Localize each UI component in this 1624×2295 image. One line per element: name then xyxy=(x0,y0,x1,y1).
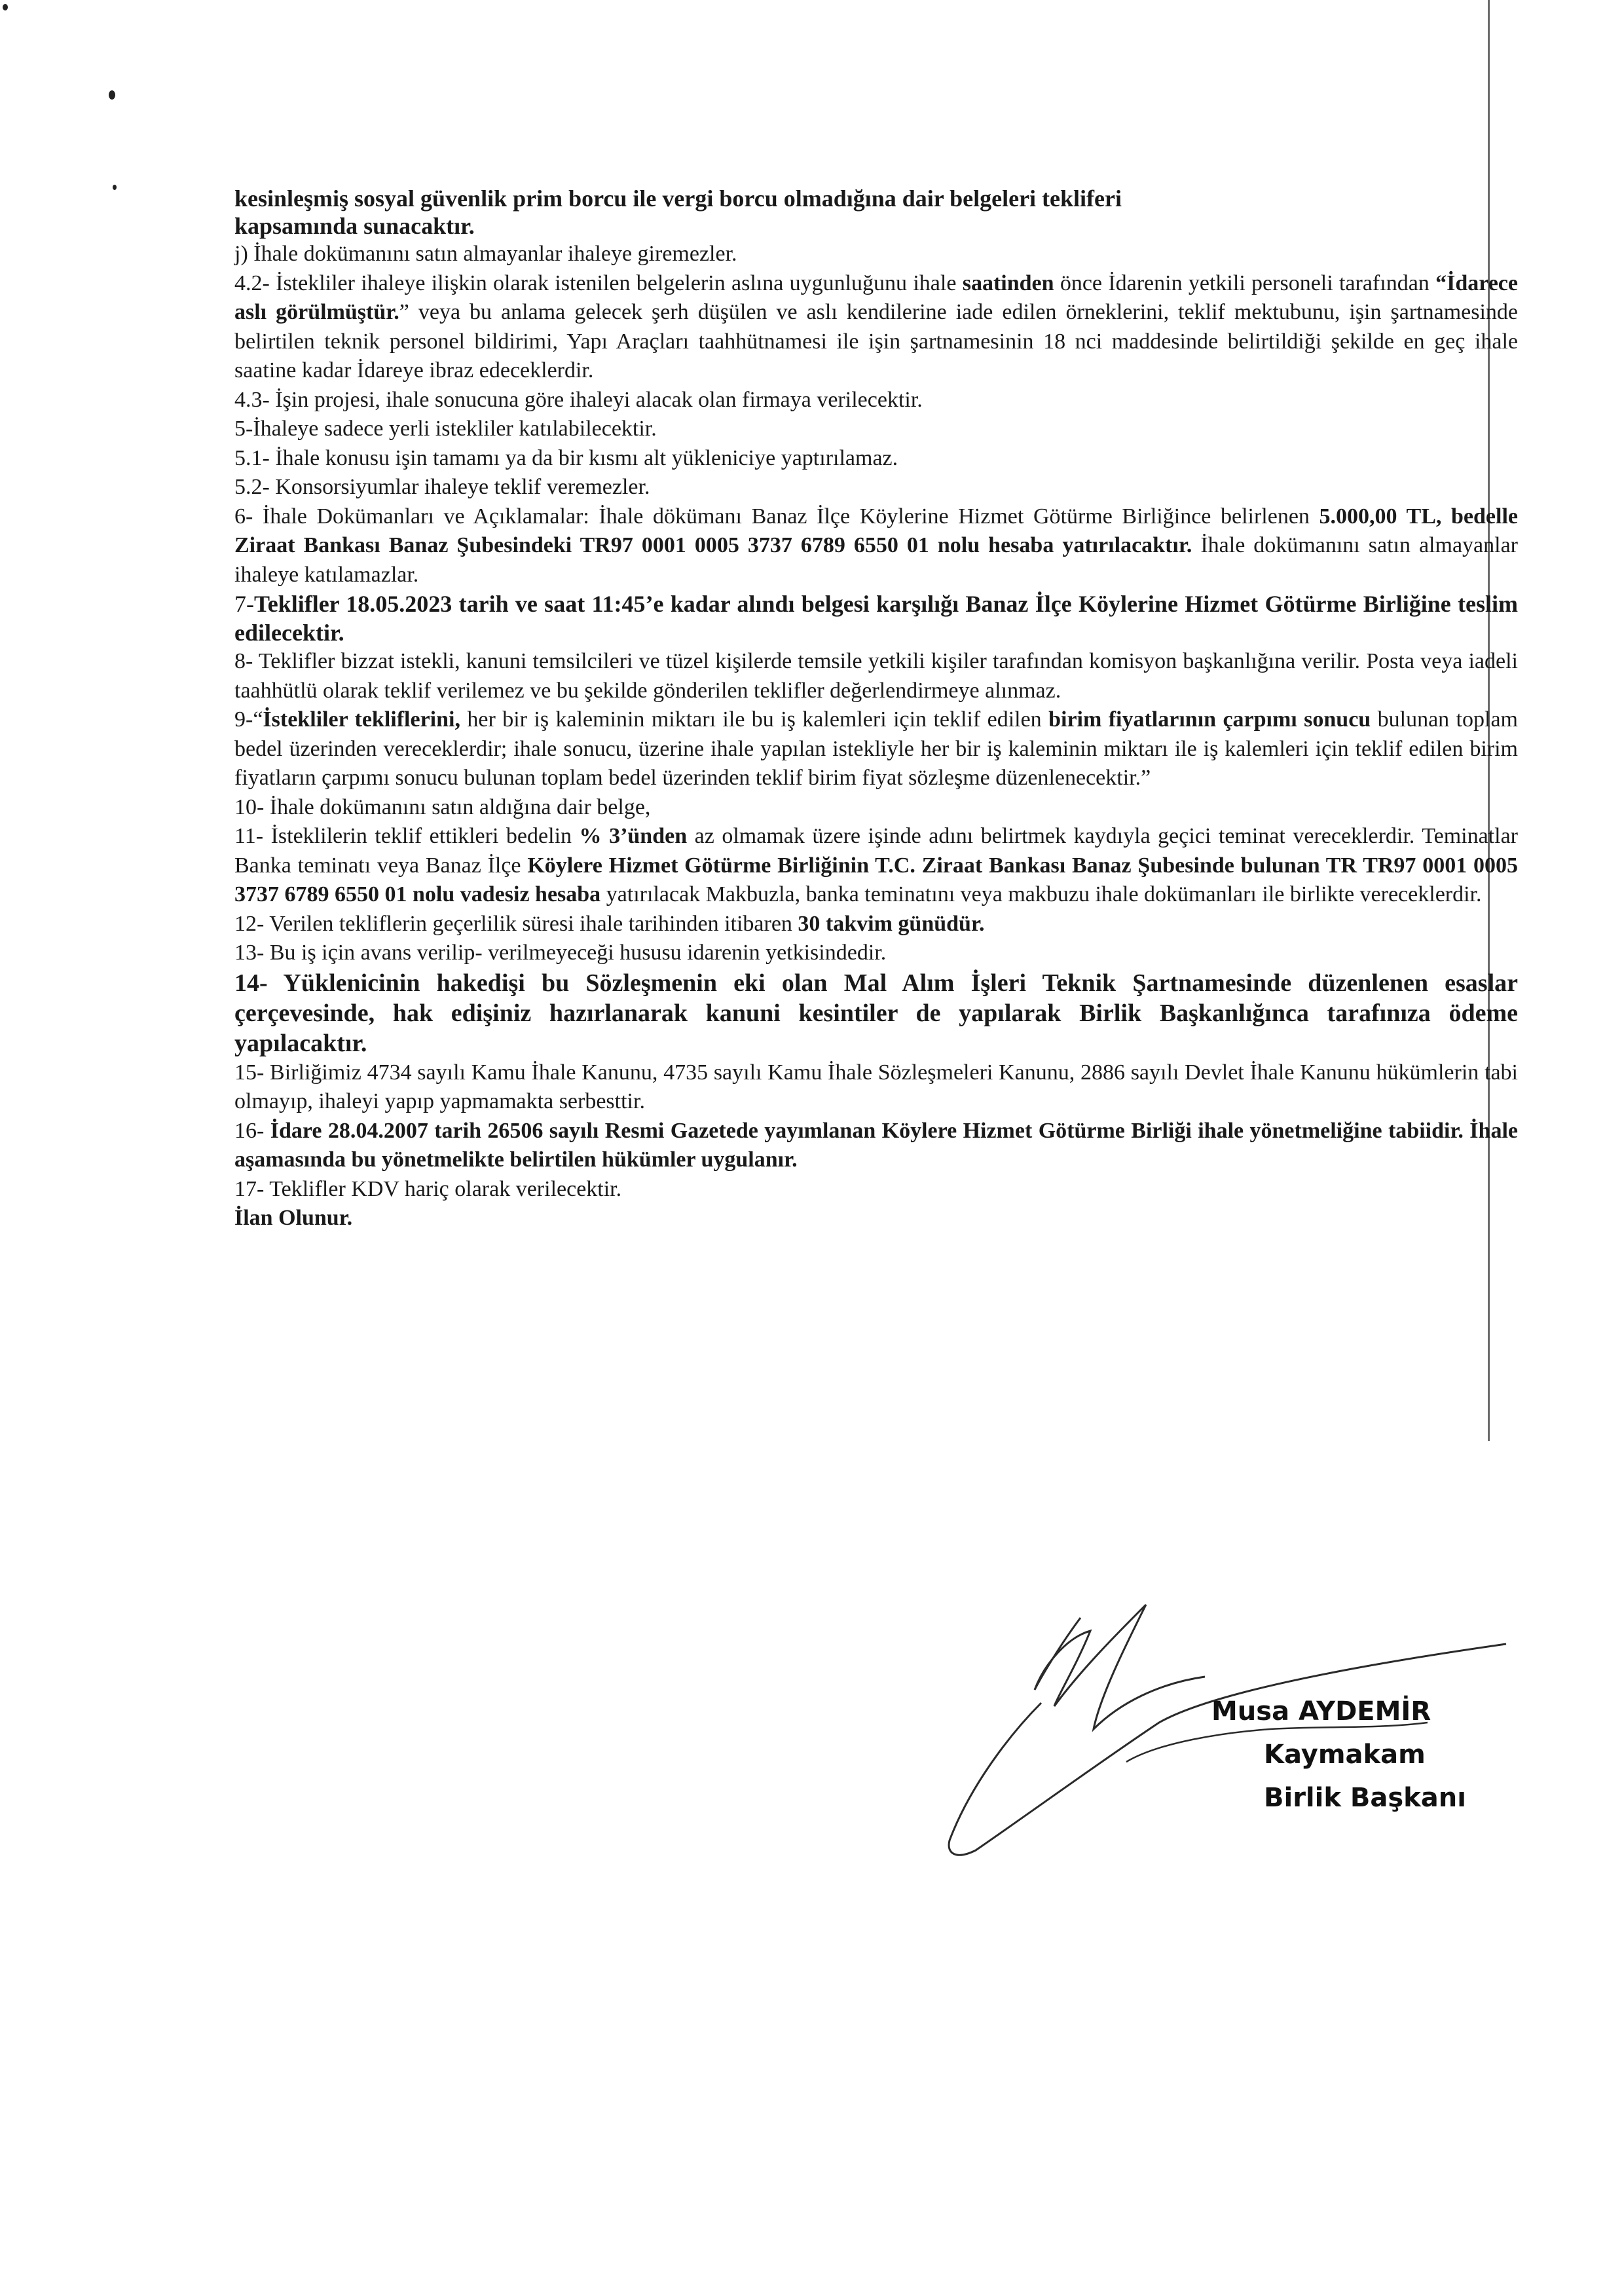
closing-text: İlan Olunur. xyxy=(234,1206,353,1230)
item-11-bold: Köylere Hizmet Götürme Birliğinin T.C. Ziraat Bankası Banaz Şubesinde bulunan TR TR97 0001 0005 3737 6789 6550 01 nolu vadesiz hesaba xyxy=(234,853,1519,906)
scan-dot-mark xyxy=(113,185,117,190)
item-7-bold: Teklifler 18.05.2023 tarih ve saat 11:45’e kadar alındı belgesi karşılığı Banaz İlçe Köylerine Hizmet Götürme Birliğine teslim edilecektir. xyxy=(234,591,1518,646)
item-16 xyxy=(234,1117,1518,1175)
item-9-text: 9-“ xyxy=(234,707,263,732)
item-4-2-bold: “İdarece aslı görülmüştür. xyxy=(234,271,1518,324)
scan-dot-mark xyxy=(109,90,115,100)
item-5-2: 5.2- Konsorsiyumlar ihaleye teklif veremezler. xyxy=(234,475,650,499)
item-11-bold: % 3’ünden xyxy=(579,824,688,848)
item-7-text: 7- xyxy=(234,591,254,617)
item-9 xyxy=(234,705,1518,793)
item-12-bold: 30 takvim günüdür. xyxy=(798,911,985,936)
item-16-bold: İdare 28.04.2007 tarih 26506 sayılı Resmi Gazetede yayımlanan Köylere Hizmet Götürme Birliği ihale yönetmeliğine tabiidir. İhale aşamasında bu yönetmelikte belirtilen hükümler uygulanır. xyxy=(234,1118,1518,1172)
item-4-3: 4.3- İşin projesi, ihale sonucuna göre ihaleyi alacak olan firmaya verilecektir. xyxy=(234,387,923,412)
item-8: 8- Teklifler bizzat istekli, kanuni temsilcileri ve tüzel kişilerde temsile yetkili kişiler tarafından komisyon başkanlığına verilir. Posta veya iadeli taahhütlü olarak teklif verilemez ve bu şekilde gönderilen teklifler değerlendirmeye alınmaz. xyxy=(234,649,1518,703)
signer-title-birlik-baskani: Birlik Başkanı xyxy=(1264,1783,1466,1813)
item-6-text: İhale dokümanını satın almayanlar ihaleye katılamazlar. xyxy=(234,533,1518,587)
signer-info xyxy=(1211,1690,1466,1819)
item-4-2-bold: saatinden xyxy=(962,271,1054,295)
item-13: 13- Bu iş için avans verilip- verilmeyeceği hususu idarenin yetkisindedir. xyxy=(234,941,887,965)
item-9-bold: İstekliler tekliflerini, xyxy=(263,707,460,732)
item-5: 5-İhaleye sadece yerli istekliler katılabilecektir. xyxy=(234,417,657,441)
item-15: 15- Birliğimiz 4734 sayılı Kamu İhale Kanunu, 4735 sayılı Kamu İhale Sözleşmeleri Kanunu, 2886 sayılı Devlet İhale Kanunu hükümlerin tabi olmayıp, ihaleyi yapıp yapmamakta serbesttir. xyxy=(234,1060,1518,1113)
signature-block xyxy=(930,1592,1519,1867)
intro-line: kesinleşmiş sosyal güvenlik prim borcu ile vergi borcu olmadığına dair belgeleri tekliferi xyxy=(234,185,1122,212)
item-j: j) İhale dokümanını satın almayanlar ihaleye giremezler. xyxy=(234,242,737,266)
item-11-text: yatırılacak Makbuzla, banka teminatını veya makbuzu ihale dokümanları ile birlikte vereceklerdir. xyxy=(600,882,1482,906)
item-4-2 xyxy=(234,269,1518,386)
item-10: 10- İhale dokümanını satın aldığına dair belge, xyxy=(234,794,651,819)
item-4-2-text: 4.2- İstekliler ihaleye ilişkin olarak istenilen belgelerin aslına uygunluğunu ihale xyxy=(234,271,963,295)
item-11-text: az olmamak üzere işinde adını belirtmek kaydıyla geçici teminat vereceklerdir. Teminatlar Banka teminatı veya Banaz İlçe xyxy=(234,824,1518,878)
signer-title-kaymakam: Kaymakam xyxy=(1264,1740,1426,1770)
item-9-bold: birim fiyatlarının çarpımı sonucu xyxy=(1048,707,1371,732)
intro-line: kapsamında sunacaktır. xyxy=(234,213,475,239)
item-9-text: bulunan toplam bedel üzerinden vereceklerdir; ihale sonucu, üzerine ihale yapılan istekliyle her bir iş kaleminin miktarı ile iş kalemleri için teklif edilen birim fiyatların çarpımı sonucu bulunan toplam bedel üzerinden teklif birim fiyat sözleşme düzenlenecektir.” xyxy=(234,707,1518,790)
item-17: 17- Teklifler KDV hariç olarak verilecektir. xyxy=(234,1176,622,1201)
item-12-text: 12- Verilen tekliflerin geçerlilik süresi ihale tarihinden itibaren xyxy=(234,911,798,936)
item-11-text: 11- İsteklilerin teklif ettikleri bedelin xyxy=(234,824,580,848)
item-9-text: her bir iş kaleminin miktarı ile bu iş kalemleri için teklif edilen xyxy=(460,707,1049,732)
document-body xyxy=(234,185,1518,1233)
item-7 xyxy=(234,589,1518,647)
item-14: 14- Yüklenicinin hakedişi bu Sözleşmenin eki olan Mal Alım İşleri Teknik Şartnamesinde düzenlenen esaslar çerçevesinde, hak edişiniz hazırlanarak kanuni kesintiler de yapılarak Birlik Başkanlığınca tarafınıza ödeme yapılacaktır. xyxy=(234,969,1518,1057)
item-4-2-text: önce İdarenin yetkili personeli tarafından xyxy=(1054,271,1436,295)
scan-dot-mark xyxy=(3,4,8,10)
item-12 xyxy=(234,910,1518,939)
signer-name: Musa AYDEMİR xyxy=(1211,1696,1431,1726)
item-11 xyxy=(234,822,1518,910)
item-6-text: 6- İhale Dokümanları ve Açıklamalar: İhale dökümanı Banaz İlçe Köylerine Hizmet Götürme Birliğince belirlenen xyxy=(234,504,1320,529)
item-4-2-text: ” veya bu anlama gelecek şerh düşülen ve aslı kendilerine iade edilen örneklerini, teklif mektubunu, işin şartnamesinde belirtilen teknik personel bildirimi, Yapı Araçları taahhütnamesi ile işin şartnamesinin 18 nci maddesinde belirtildiği şekilde en geç ihale saatine kadar İdareye ibraz edeceklerdir. xyxy=(234,300,1518,382)
item-16-text: 16- xyxy=(234,1118,270,1143)
item-6-bold: 5.000,00 TL, bedelle Ziraat Bankası Banaz Şubesindeki TR97 0001 0005 3737 6789 6550 01 nolu hesaba yatırılacaktır. xyxy=(234,504,1518,557)
item-5-1: 5.1- İhale konusu işin tamamı ya da bir kısmı alt yükleniciye yaptırılamaz. xyxy=(234,445,898,470)
intro-paragraph xyxy=(234,185,1518,240)
item-6 xyxy=(234,502,1518,590)
